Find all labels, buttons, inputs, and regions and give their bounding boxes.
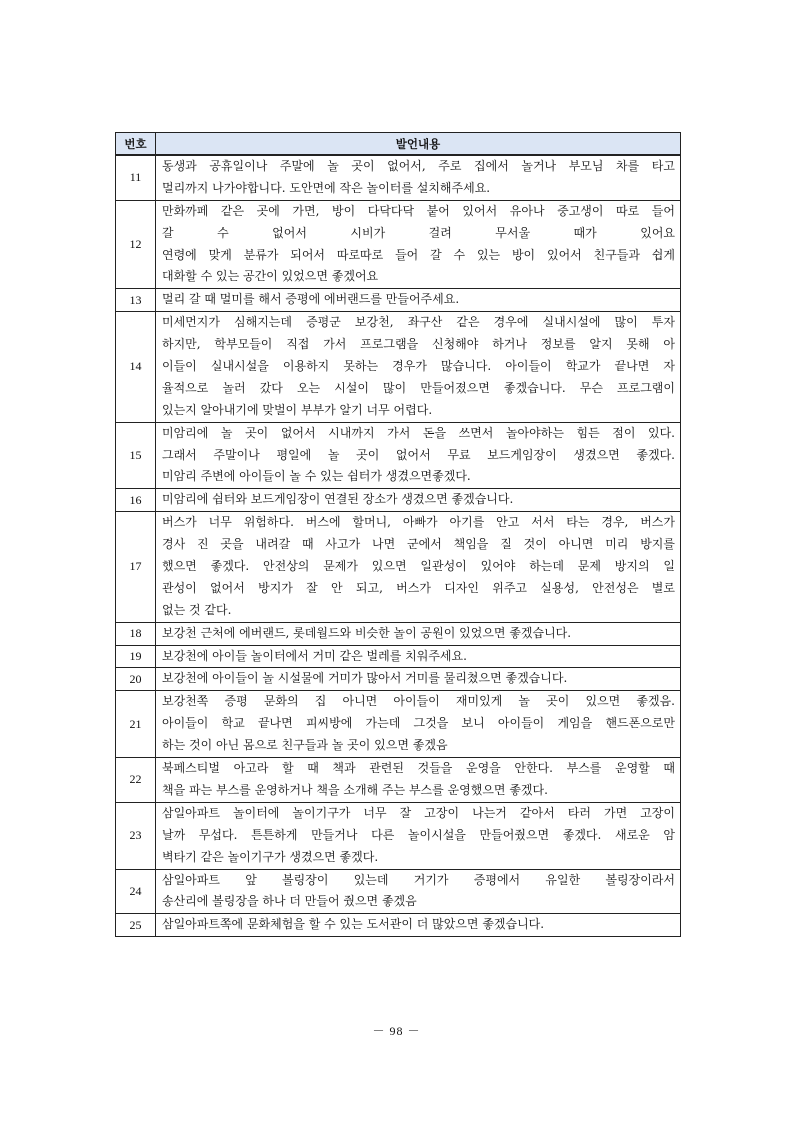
content-line: 있는지 알아내기에 맞벌이 부부가 알기 너무 어렵다. bbox=[162, 402, 433, 417]
row-content bbox=[156, 489, 681, 512]
content-line: 미암리에 쉼터와 보드게임장이 연결된 장소가 생겼으면 좋겠습니다. bbox=[162, 492, 514, 507]
row-number: 23 bbox=[116, 802, 156, 869]
content-line: 관성이 없어서 방지가 잘 안 되고, 버스가 디자인 위주고 실용성, 안전성은 별로 bbox=[162, 580, 675, 595]
row-number: 16 bbox=[116, 489, 156, 512]
content-line: 북페스티벌 아고라 할 때 책과 관련된 것들을 운영을 안한다. 부스를 운영할 때 bbox=[162, 761, 675, 776]
content-line: 미암리에 놀 곳이 없어서 시내까지 가서 돈을 쓰면서 놀아야하는 힘든 점이 있다. bbox=[162, 425, 675, 440]
content-line: 하지만, 학부모들이 직접 가서 프로그램을 신청해야 하거나 정보를 알지 못해 아 bbox=[162, 337, 675, 352]
table-row bbox=[116, 758, 681, 803]
content-line: 보강천에 아이들 놀이터에서 거미 같은 벌레를 치워주세요. bbox=[162, 648, 467, 663]
content-line: 삼일아파트 놀이터에 놀이기구가 너무 잘 고장이 나는거 같아서 타러 가면 고장이 bbox=[162, 805, 675, 820]
content-line: 이들이 실내시설을 이용하지 못하는 경우가 많습니다. 아이들이 학교가 끝나면 자 bbox=[162, 359, 675, 374]
table-row bbox=[116, 869, 681, 914]
content-line: 경사 진 곳을 내려갈 때 사고가 나면 군에서 책임을 질 것이 아니면 미리 방지를 bbox=[162, 537, 675, 552]
row-content bbox=[156, 289, 681, 312]
content-line: 없는 것 같다. bbox=[162, 602, 232, 617]
content-line: 멀리까지 나가야합니다. 도안면에 작은 놀이터를 설치해주세요. bbox=[162, 180, 491, 195]
table-row bbox=[116, 289, 681, 312]
row-number: 22 bbox=[116, 758, 156, 803]
content-line: 보강천 근처에 에버랜드, 롯데월드와 비슷한 놀이 공원이 있었으면 좋겠습니다. bbox=[162, 625, 572, 640]
comments-table bbox=[115, 132, 681, 937]
row-number: 13 bbox=[116, 289, 156, 312]
table-row bbox=[116, 691, 681, 758]
content-line: 했으면 좋겠다. 안전상의 문제가 있으면 일관성이 있어야 하는데 문제 방지의 일 bbox=[162, 559, 675, 574]
row-content bbox=[156, 312, 681, 422]
table-body bbox=[116, 155, 681, 937]
content-line: 대화할 수 있는 공간이 있었으면 좋겠어요 bbox=[162, 269, 379, 284]
content-line: 아이들이 학교 끝나면 피씨방에 가는데 그것을 보니 아이들이 게임을 핸드폰으로만 bbox=[162, 716, 675, 731]
row-number: 11 bbox=[116, 155, 156, 200]
row-number: 20 bbox=[116, 668, 156, 691]
table-row bbox=[116, 802, 681, 869]
table-row bbox=[116, 489, 681, 512]
table-row bbox=[116, 622, 681, 645]
row-number: 12 bbox=[116, 200, 156, 289]
row-content bbox=[156, 758, 681, 803]
content-line: 벽타기 같은 놀이기구가 생겼으면 좋겠다. bbox=[162, 849, 379, 864]
content-line: 미세먼지가 심해지는데 증평군 보강천, 좌구산 같은 경우에 실내시설에 많이 투자 bbox=[162, 315, 675, 330]
row-content bbox=[156, 914, 681, 937]
content-line: 갈 수 없어서 시비가 걸려 무서울 때가 있어요 bbox=[162, 225, 675, 240]
row-number: 17 bbox=[116, 512, 156, 622]
table-row bbox=[116, 200, 681, 289]
row-number: 21 bbox=[116, 691, 156, 758]
content-line: 송산리에 볼링장을 하나 더 만들어 줬으면 좋겠음 bbox=[162, 894, 417, 909]
content-line: 하는 것이 아닌 몸으로 친구들과 놀 곳이 있으면 좋겠음 bbox=[162, 738, 448, 753]
content-line: 율적으로 놀러 갔다 오는 시설이 많이 만들어졌으면 좋겠습니다. 무슨 프로그램이 bbox=[162, 380, 675, 395]
row-content bbox=[156, 869, 681, 914]
row-number: 18 bbox=[116, 622, 156, 645]
table-row bbox=[116, 914, 681, 937]
row-content bbox=[156, 691, 681, 758]
content-line: 멀리 갈 때 멀미를 해서 증평에 에버랜드를 만들어주세요. bbox=[162, 292, 460, 307]
row-content bbox=[156, 200, 681, 289]
table-header-row bbox=[116, 133, 681, 156]
page-number: － 98 － bbox=[372, 1024, 421, 1038]
header-content: 발언내용 bbox=[156, 133, 681, 156]
row-content bbox=[156, 802, 681, 869]
row-content bbox=[156, 645, 681, 668]
row-number: 24 bbox=[116, 869, 156, 914]
row-content bbox=[156, 622, 681, 645]
content-line: 만화까페 같은 곳에 가면, 방이 다닥다닥 붙어 있어서 유아나 중고생이 따로 들어 bbox=[162, 203, 675, 218]
header-number: 번호 bbox=[116, 133, 156, 156]
content-line: 삼일아파트 앞 볼링장이 있는데 거기가 증평에서 유일한 볼링장이라서 bbox=[162, 872, 675, 887]
content-line: 연령에 맞게 분류가 되어서 따로따로 들어 갈 수 있는 방이 있어서 친구들과 쉽게 bbox=[162, 247, 675, 262]
table-row bbox=[116, 668, 681, 691]
row-number: 25 bbox=[116, 914, 156, 937]
content-line: 책을 파는 부스를 운영하거나 책을 소개해 주는 부스를 운영했으면 좋겠다. bbox=[162, 782, 548, 797]
content-line: 버스가 너무 위험하다. 버스에 할머니, 아빠가 아기를 안고 서서 타는 경우, 버스가 bbox=[162, 515, 675, 530]
content-line: 보강천에 아이들이 놀 시설물에 거미가 많아서 거미를 물리쳤으면 좋겠습니다. bbox=[162, 671, 568, 686]
row-content bbox=[156, 512, 681, 622]
content-line: 보강천쪽 증평 문화의 집 아니면 아이들이 재미있게 놀 곳이 있으면 좋겠음. bbox=[162, 694, 675, 709]
row-content bbox=[156, 668, 681, 691]
table-row bbox=[116, 312, 681, 422]
row-number: 19 bbox=[116, 645, 156, 668]
content-line: 동생과 공휴일이나 주말에 놀 곳이 없어서, 주로 집에서 놀거나 부모님 차를 타고 bbox=[162, 159, 675, 173]
content-line: 미암리 주변에 아이들이 놀 수 있는 쉼터가 생겼으면좋겠다. bbox=[162, 469, 471, 484]
table-row bbox=[116, 422, 681, 489]
table-row bbox=[116, 155, 681, 200]
row-content bbox=[156, 422, 681, 489]
row-number: 14 bbox=[116, 312, 156, 422]
row-number: 15 bbox=[116, 422, 156, 489]
content-line: 그래서 주말이나 평일에 놀 곳이 없어서 무료 보드게임장이 생겼으면 좋겠다. bbox=[162, 447, 675, 462]
content-line: 삼일아파트쪽에 문화체험을 할 수 있는 도서관이 더 많았으면 좋겠습니다. bbox=[162, 917, 545, 932]
table-row bbox=[116, 512, 681, 622]
content-line: 날까 무섭다. 튼튼하게 만들거나 다른 놀이시설을 만들어줬으면 좋겠다. 새로운 암 bbox=[162, 827, 675, 842]
row-content bbox=[156, 155, 681, 200]
table-row bbox=[116, 645, 681, 668]
